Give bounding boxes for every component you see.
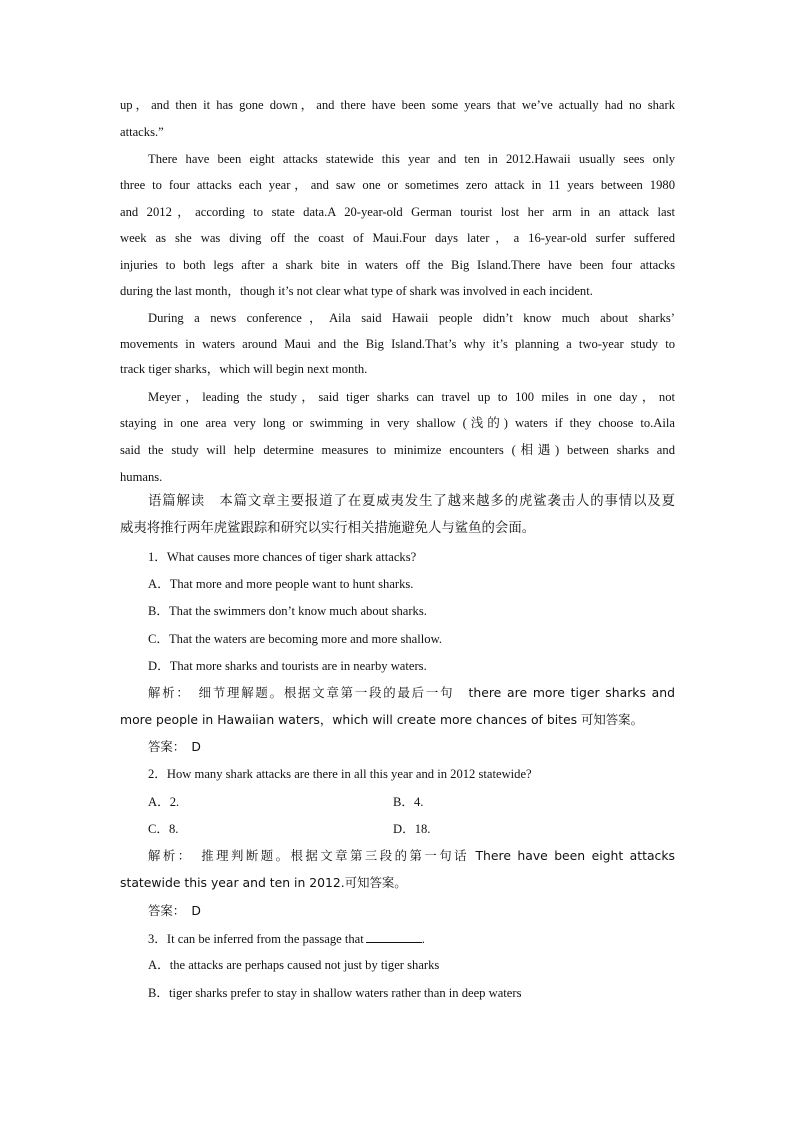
passage-line: during the last month，though it’s not clear what type of shark was involved in each incident. [120,284,593,298]
passage-line: three to four attacks each year，and saw one or sometimes zero attack in 11 years between 1980 [120,178,675,192]
passage-line: staying in one area very long or swimming in very shallow (浅的) waters if they choose to.Aila [120,416,675,430]
passage-line: said the study will help determine measures to minimize encounters (相遇) between sharks and [120,443,675,457]
options-row [148,822,668,836]
passage-line: humans. [120,470,163,484]
question-end: . [421,932,425,946]
options-row [148,795,668,809]
answer-blank [366,931,422,943]
option-c: C．8. [148,822,179,836]
option-a: A．2. [148,795,180,809]
option-b: B．tiger sharks prefer to stay in shallow waters rather than in deep waters [148,986,522,1000]
passage-line: track tiger sharks，which will begin next month. [120,362,368,376]
option-d: D．18. [393,822,431,836]
option-b: B．4. [393,795,424,809]
explanation: 解析： 细节理解题。根据文章第一段的最后一句 there are more tiger sharks and [148,685,675,700]
question-stem [148,931,703,946]
question-text: 3．It can be inferred from the passage that [148,932,364,946]
question-stem: 2．How many shark attacks are there in all this year and in 2012 statewide? [148,767,532,781]
passage-line: Meyer，leading the study，said tiger sharks can travel up to 100 miles in one day，not [148,390,675,404]
explanation: more people in Hawaiian waters，which will create more chances of bites 可知答案。 [120,712,643,727]
answer: 答案： D [148,903,201,918]
passage-line: and 2012，according to state data.A 20-year-old German tourist lost her arm in an attack last [120,205,675,219]
analysis-text: 语篇解读 本篇文章主要报道了在夏威夷发生了越来越多的虎鲨袭击人的事情以及夏 [148,494,675,509]
passage-line: week as she was diving off the coast of Maui.Four days later，a 16-year-old surfer suffered [120,231,675,245]
passage-line: There have been eight attacks statewide this year and ten in 2012.Hawaii usually sees only [148,152,675,166]
passage-line: During a news conference，Aila said Hawaii people didn’t know much about sharks’ [148,311,675,325]
explanation: 解析： 推理判断题。根据文章第三段的第一句话 There have been eight attacks [148,848,675,863]
explanation: statewide this year and ten in 2012.可知答案。 [120,875,407,890]
passage-line: up，and then it has gone down，and there have been some years that we’ve actually had no shark [120,98,675,112]
analysis-text: 威夷将推行两年虎鲨跟踪和研究以实行相关措施避免人与鲨鱼的会面。 [120,521,536,536]
answer: 答案： D [148,739,201,754]
question-stem: 1．What causes more chances of tiger shark attacks? [148,550,417,564]
passage-line: attacks.” [120,125,164,139]
option-a: A．the attacks are perhaps caused not just by tiger sharks [148,958,440,972]
option-a: A．That more and more people want to hunt sharks. [148,577,414,591]
passage-line: movements in waters around Maui and the Big Island.That’s why it’s planning a two-year study to [120,337,675,351]
option-c: C．That the waters are becoming more and more shallow. [148,632,442,646]
option-b: B．That the swimmers don’t know much about sharks. [148,604,427,618]
option-d: D．That more sharks and tourists are in nearby waters. [148,659,427,673]
passage-line: injuries to both legs after a shark bite in waters off the Big Island.There have been four attacks [120,258,675,272]
